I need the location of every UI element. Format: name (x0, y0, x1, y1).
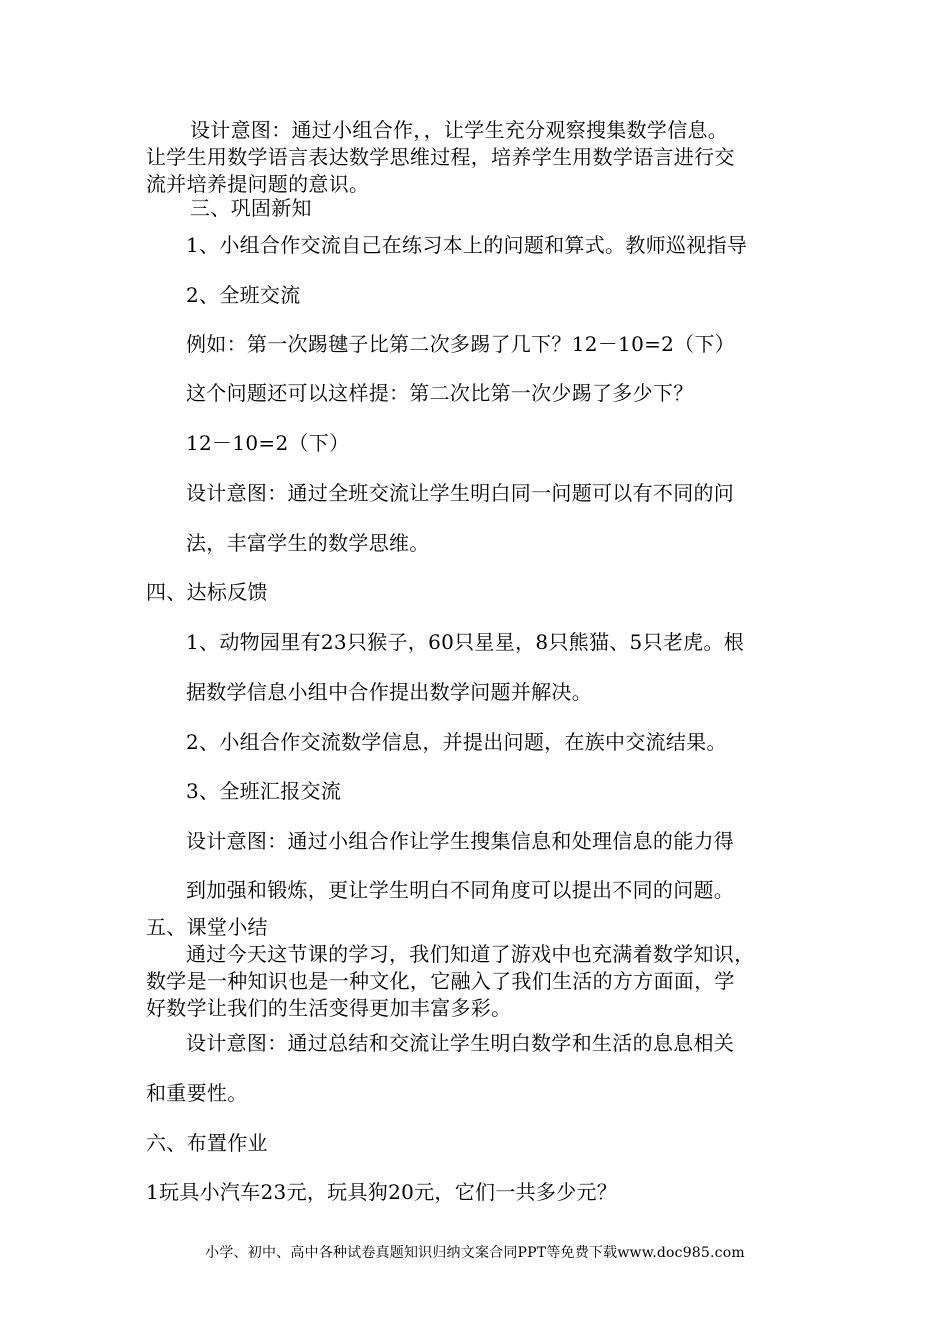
paragraph-line: 和重要性。 (146, 1081, 248, 1105)
section-heading: 三、巩固新知 (190, 196, 312, 220)
paragraph-line: 1、动物园里有23只猴子，60只星星，8只熊猫、5只老虎。根 (186, 630, 745, 654)
paragraph-line: 设计意图：通过小组合作让学生搜集信息和处理信息的能力得 (186, 829, 735, 853)
paragraph-line: 2、小组合作交流数学信息，并提出问题，在族中交流结果。 (186, 730, 727, 754)
paragraph-line: 设计意图：通过全班交流让学生明白同一问题可以有不同的问 (186, 481, 735, 505)
section-heading: 五、课堂小结 (146, 915, 268, 939)
section-heading: 六、布置作业 (146, 1131, 268, 1155)
paragraph-line: 3、全班汇报交流 (186, 779, 342, 803)
paragraph-line: 好数学让我们的生活变得更加丰富多彩。 (146, 996, 512, 1020)
paragraph-line: 通过今天这节课的学习，我们知道了游戏中也充满着数学知识， (186, 942, 755, 966)
paragraph-line: 1玩具小汽车23元，玩具狗20元，它们一共多少元？ (146, 1180, 618, 1204)
paragraph-line: 12－10=2（下） (186, 431, 350, 455)
paragraph-line: 1、小组合作交流自己在练习本上的问题和算式。教师巡视指导 (186, 233, 748, 257)
paragraph-line: 流并培养提问题的意识。 (146, 172, 370, 196)
paragraph-line: 让学生用数学语言表达数学思维过程，培养学生用数学语言进行交 (146, 145, 735, 169)
paragraph-line: 设计意图：通过总结和交流让学生明白数学和生活的息息相关 (186, 1031, 735, 1055)
paragraph-line: 到加强和锻炼，更让学生明白不同角度可以提出不同的问题。 (186, 878, 735, 902)
paragraph-line: 据数学信息小组中合作提出数学问题并解决。 (186, 680, 592, 704)
page-footer: 小学、初中、高中各种试卷真题知识归纳文案合同PPT等免费下载www.doc985.com (205, 1245, 745, 1261)
paragraph-line: 设计意图：通过小组合作，，让学生充分观察搜集数学信息。 (190, 118, 729, 142)
section-heading: 四、达标反馈 (146, 580, 268, 604)
paragraph-line: 例如：第一次踢毽子比第二次多踢了几下？12－10=2（下） (186, 332, 736, 356)
paragraph-line: 法，丰富学生的数学思维。 (186, 531, 430, 555)
paragraph-line: 这个问题还可以这样提：第二次比第一次少踢了多少下？ (186, 381, 694, 405)
paragraph-line: 2、全班交流 (186, 283, 301, 307)
paragraph-line: 数学是一种知识也是一种文化，它融入了我们生活的方方面面，学 (146, 969, 735, 993)
